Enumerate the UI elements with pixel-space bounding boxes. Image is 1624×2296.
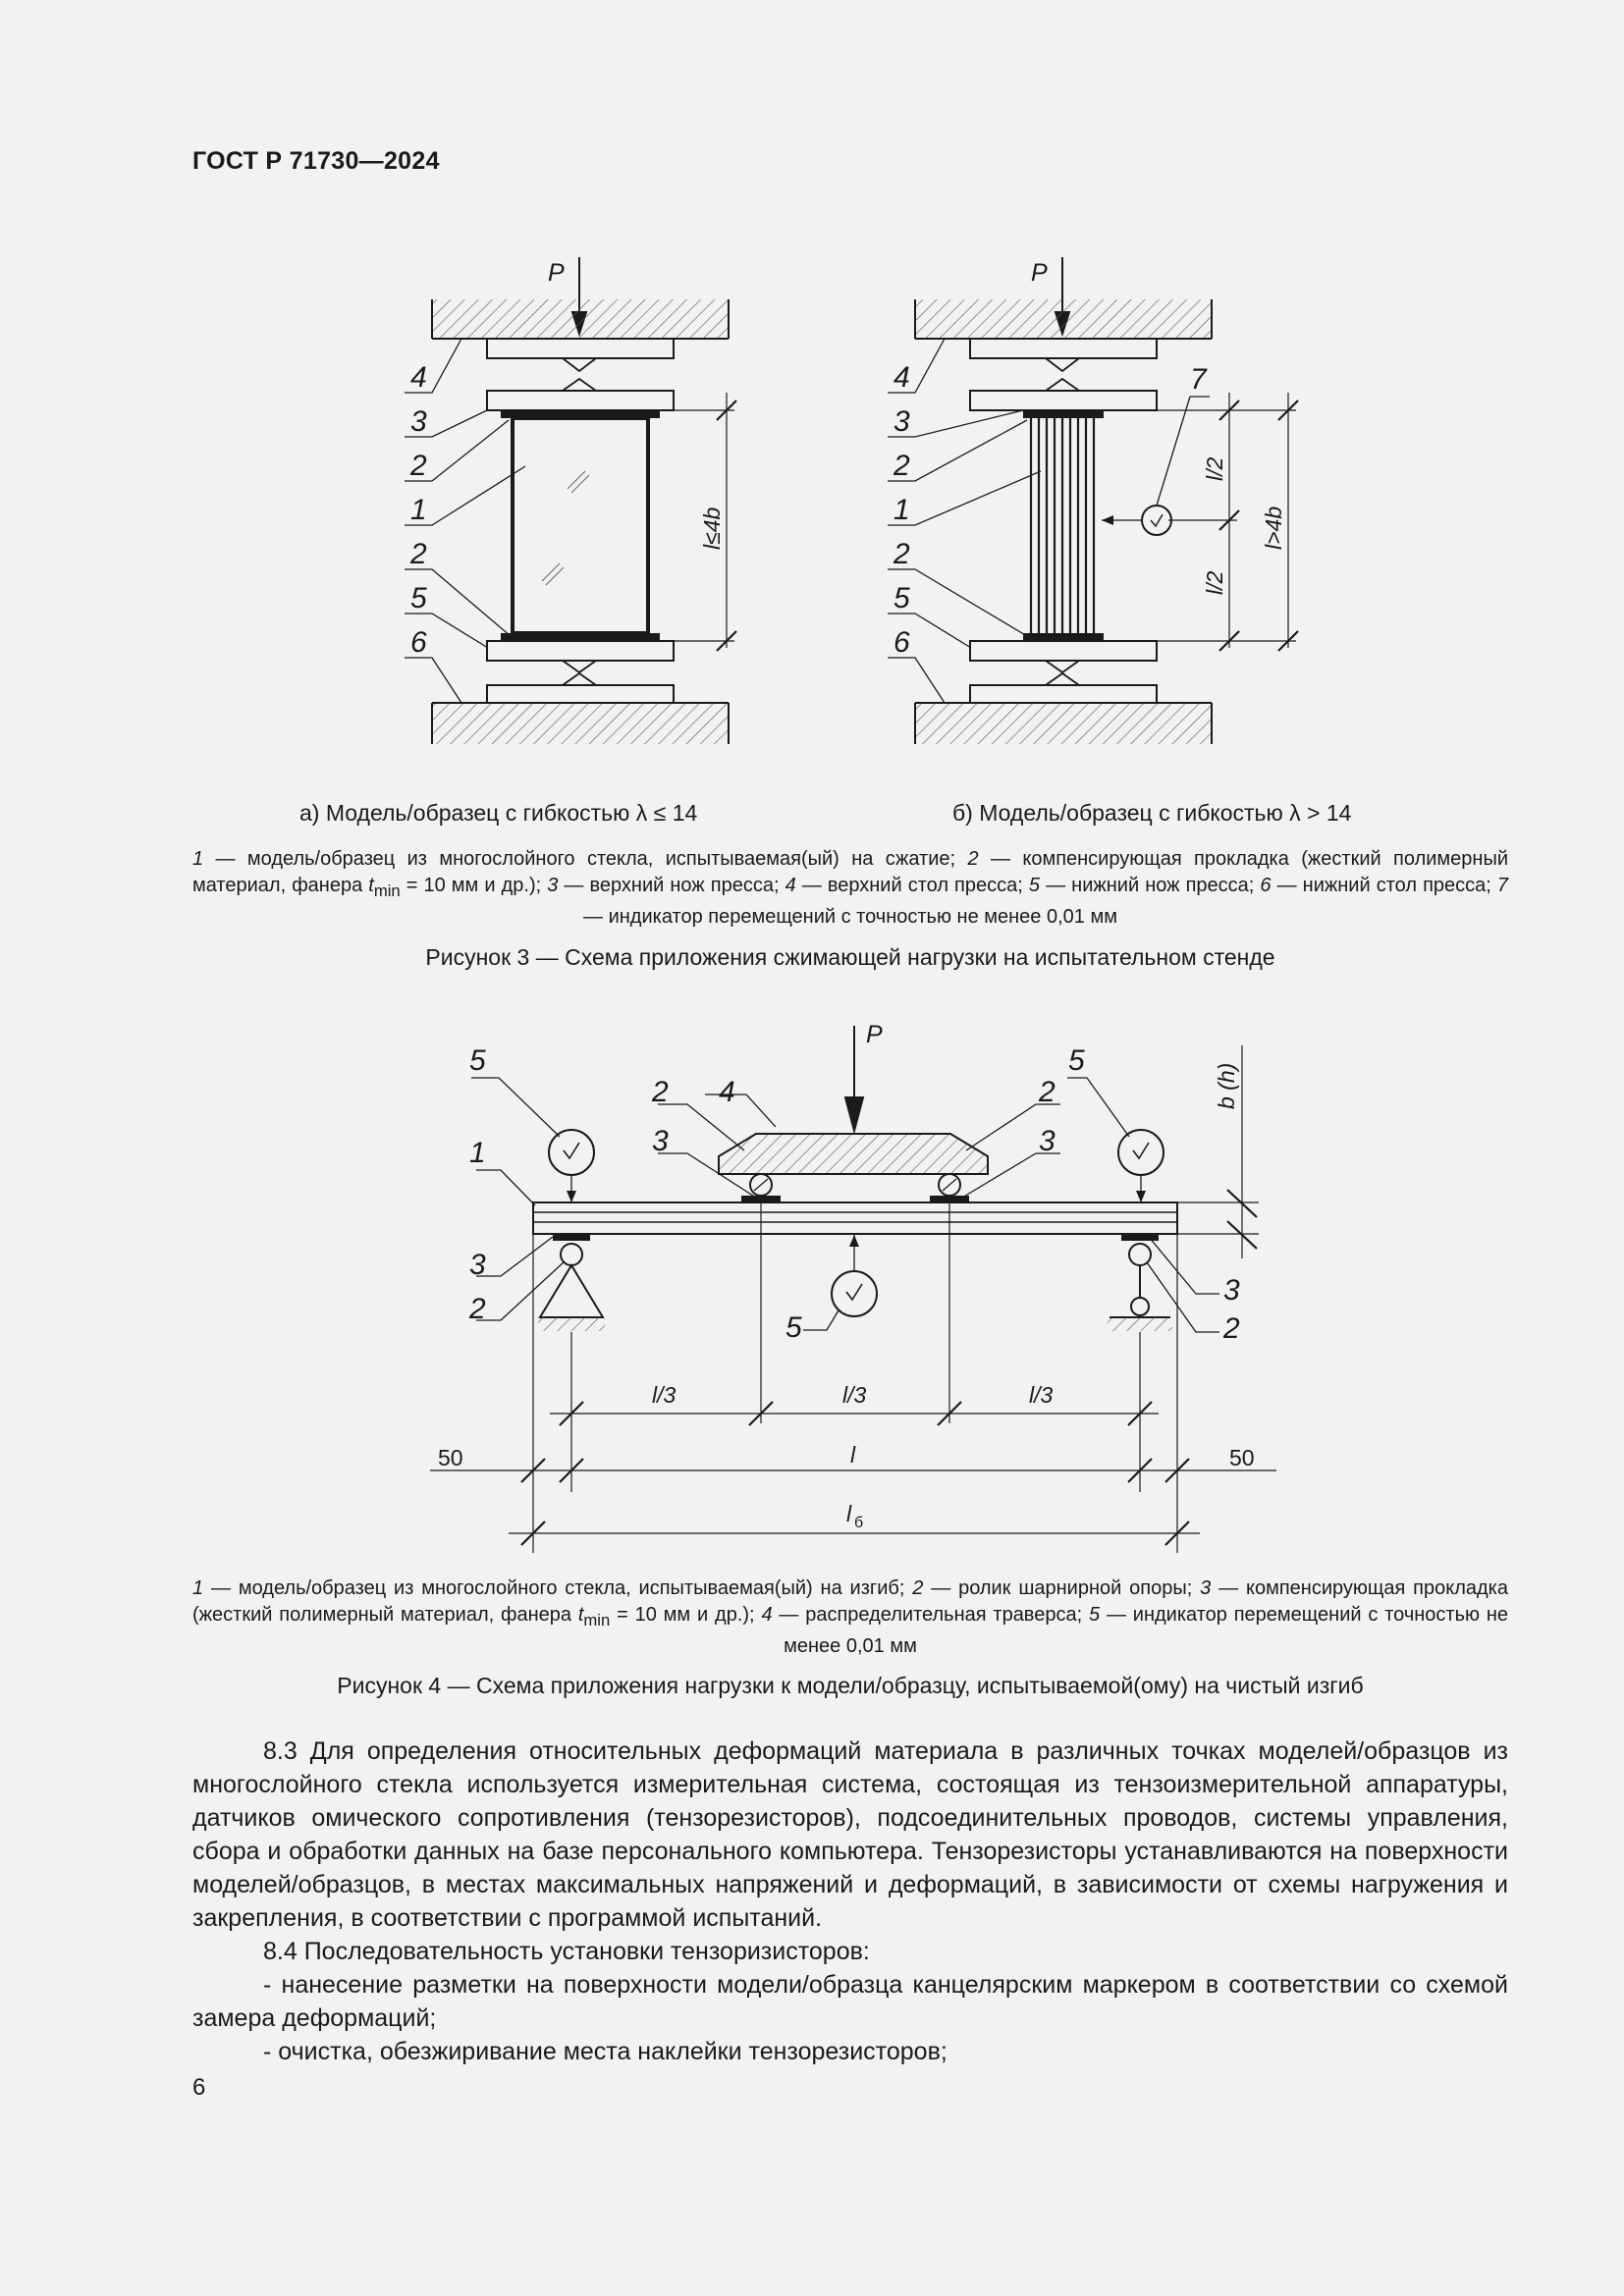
roller-support-right — [1129, 1244, 1151, 1265]
mark-b-1: 1 — [893, 494, 910, 526]
figure-3a-marks — [409, 361, 427, 659]
load-arrowhead-4 — [845, 1097, 863, 1131]
dim-total-sub: б — [854, 1515, 864, 1531]
upper-pad-a — [487, 391, 674, 410]
page-number: 6 — [192, 2074, 206, 2101]
mark-4-1: 1 — [469, 1137, 486, 1169]
mark-4-3-top-left: 3 — [652, 1125, 669, 1157]
indicator-b — [1142, 506, 1171, 535]
figure-4-dimensions — [438, 1382, 1255, 1531]
mark-a-6: 6 — [410, 626, 427, 659]
mark-b-7: 7 — [1190, 363, 1207, 396]
dim-third-2: l/3 — [842, 1382, 867, 1408]
dim-span: l — [850, 1442, 856, 1468]
caption-3a: а) Модель/образец с гибкостью λ ≤ 14 — [299, 800, 698, 826]
mark-a-2b: 2 — [410, 538, 427, 570]
figure-3-title: Рисунок 3 — Схема приложения сжимающей нагрузки на испытательном стенде — [425, 944, 1275, 970]
mark-4-5-bottom: 5 — [785, 1311, 802, 1344]
figure-3a — [405, 257, 736, 744]
mark-a-2: 2 — [410, 450, 427, 482]
mark-b-5: 5 — [893, 582, 910, 614]
lower-press-table-b — [915, 703, 1212, 744]
list-item-marking: - нанесение разметки на поверхности модели/образца канцелярским маркером в соответствии со схемой замера деформаций; — [192, 1971, 1508, 2032]
load-label-4: P — [866, 1021, 883, 1048]
mark-b-4: 4 — [893, 361, 910, 394]
mark-b-2: 2 — [893, 450, 910, 482]
document-header: ГОСТ Р 71730—2024 — [192, 147, 440, 175]
mark-4-3-top-right: 3 — [1039, 1125, 1056, 1157]
mark-4-3-left: 3 — [469, 1249, 486, 1281]
upper-press-table-b — [915, 299, 1212, 339]
figure-4-diagram — [0, 1001, 1624, 1561]
mark-4-2-left: 2 — [469, 1293, 486, 1325]
mark-a-3: 3 — [410, 405, 427, 438]
mark-4-5-left: 5 — [469, 1044, 486, 1077]
mark-b-3: 3 — [893, 405, 910, 438]
specimen-b — [1031, 418, 1094, 633]
mark-4-2-right: 2 — [1223, 1312, 1240, 1345]
mark-a-4: 4 — [410, 361, 427, 394]
dim-label-b-top: l/2 — [1202, 456, 1227, 481]
indicator-bottom — [832, 1271, 877, 1316]
dim-label-b-bottom: l/2 — [1202, 570, 1227, 595]
indicator-right — [1118, 1130, 1164, 1175]
dim-third-1: l/3 — [652, 1382, 677, 1408]
compensating-pad-bottom-a — [501, 633, 660, 641]
dim-overhang-left: 50 — [438, 1445, 463, 1470]
paragraph-8-4: 8.4 Последовательность установки тензоризисторов: — [263, 1938, 870, 1965]
load-label-a: P — [548, 259, 565, 287]
figure-3-diagram — [0, 0, 1624, 883]
mark-4-3-right: 3 — [1223, 1274, 1240, 1307]
figure-3b — [888, 257, 1298, 744]
body-text — [192, 1735, 1508, 2068]
mark-4-4: 4 — [719, 1076, 735, 1108]
specimen-a — [513, 418, 648, 633]
upper-press-knife-a — [487, 339, 674, 358]
specimen-beam — [533, 1202, 1177, 1234]
mark-4-2-top-right: 2 — [1039, 1076, 1056, 1108]
dim-label-a: l≤4b — [699, 507, 725, 550]
mark-b-6: 6 — [893, 626, 910, 659]
mark-4-2-top-left: 2 — [652, 1076, 669, 1108]
lower-press-knife-a — [487, 685, 674, 703]
figure-4-title: Рисунок 4 — Схема приложения нагрузки к модели/образцу, испытываемой(ому) на чистый изгиб — [337, 1673, 1364, 1698]
support-left — [540, 1265, 603, 1317]
upper-press-table-a — [432, 299, 729, 339]
thickness-label: b (h) — [1214, 1062, 1239, 1109]
mark-a-1: 1 — [410, 494, 427, 526]
mark-4-5-right: 5 — [1068, 1044, 1085, 1077]
lower-press-table-a — [432, 703, 729, 744]
dim-third-3: l/3 — [1029, 1382, 1054, 1408]
dim-label-b-total: l>4b — [1261, 506, 1286, 550]
indicator-left — [549, 1130, 594, 1175]
dim-overhang-right: 50 — [1229, 1445, 1255, 1470]
list-item-cleaning: - очистка, обезжиривание места наклейки тензорезисторов; — [263, 2038, 947, 2065]
paragraph-8-3: 8.3 Для определения относительных деформаций материала в различных точках моделей/образцов из многослойного стекла используется измерительная система, состоящая из тензоизмерительной аппаратуры, датчиков омического сопротивления (тензорезисторов), подсоединительных проводов, системы управления, сбора и обработки данных на базе персонального компьютера. Тензорезисторы устанавливаются на поверхности моделей/образцов, в местах максимальных напряжений и деформаций, в зависимости от схемы нагружения и закрепления, в соответствии с программой испытаний. — [192, 1737, 1508, 1932]
lower-pad-a — [487, 641, 674, 661]
dim-total: l — [846, 1501, 852, 1526]
figure-4-legend: 1 — модель/образец из многослойного стекла, испытываемая(ый) на изгиб; 2 — ролик шарнирной опоры; 3 — компенсирующая прокладка (жесткий полимерный материал, фанера $t_{min} = 10$ мм и др.); 4 — распределительная траверса; 5 — индикатор перемещений с точностью не менее 0,01 мм — [192, 1577, 1509, 1657]
figure-3-legend: 1 — модель/образец из многослойного стекла, испытываемая(ый) на сжатие; 2 — компенсирующая прокладка (жесткий полимерный материал, фанера $t_{min} = 10$ мм и др.); 3 — верхний нож пресса; 4 — верхний стол пресса; 5 — нижний нож пресса; 6 — нижний стол пресса; 7 — индикатор перемещений с точностью не менее 0,01 мм — [192, 848, 1509, 928]
distribution-beam — [719, 1134, 988, 1174]
mark-a-5: 5 — [410, 582, 427, 614]
load-label-b: P — [1031, 259, 1048, 287]
caption-3b: б) Модель/образец с гибкостью λ > 14 — [952, 800, 1352, 826]
mark-b-2b: 2 — [893, 538, 910, 570]
